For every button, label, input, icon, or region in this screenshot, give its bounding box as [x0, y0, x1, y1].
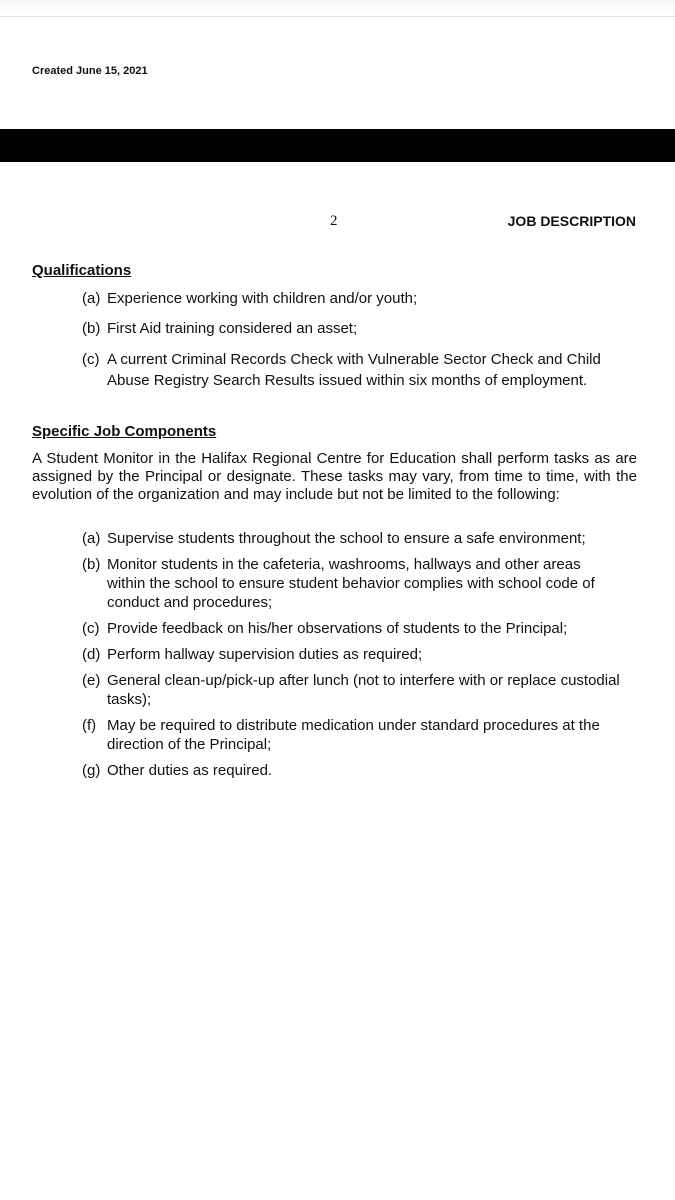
- list-item: [82, 671, 642, 709]
- list-item: [82, 529, 642, 548]
- list-marker: (d): [82, 646, 101, 663]
- list-marker: (c): [82, 351, 100, 368]
- qualifications-list: [82, 289, 642, 391]
- list-item-text: May be required to distribute medication under standard procedures at the direction of the Principal;: [107, 717, 600, 753]
- document-title: JOB DESCRIPTION: [507, 213, 636, 229]
- components-intro: A Student Monitor in the Halifax Regional Centre for Education shall perform tasks as are assigned by the Principal or designate. These tasks may vary, from time to time, with the evolution of the organization and may include but not be limited to the following:: [32, 450, 637, 503]
- list-item: [82, 319, 642, 338]
- list-item-text: Supervise students throughout the school to ensure a safe environment;: [107, 530, 586, 547]
- list-marker: (g): [82, 762, 101, 779]
- list-item-text: Experience working with children and/or youth;: [107, 290, 418, 307]
- list-item: [82, 761, 642, 780]
- list-item: [82, 645, 642, 664]
- list-marker: (a): [82, 530, 101, 547]
- list-marker: (b): [82, 320, 101, 337]
- redaction-bar: [0, 129, 675, 162]
- list-item-text: A current Criminal Records Check with Vulnerable Sector Check and Child Abuse Registry Search Results issued within six months of employment.: [107, 351, 601, 389]
- qualifications-heading: Qualifications: [32, 262, 132, 279]
- list-item-text: First Aid training considered an asset;: [107, 320, 358, 337]
- list-item: [82, 349, 622, 391]
- components-list: [82, 529, 642, 780]
- list-marker: (e): [82, 672, 101, 689]
- list-marker: (f): [82, 717, 97, 734]
- components-heading: Specific Job Components: [32, 423, 217, 440]
- list-marker: (c): [82, 620, 100, 637]
- list-marker: (a): [82, 290, 101, 307]
- list-item: [82, 619, 642, 638]
- list-item: [82, 555, 612, 612]
- list-item: [82, 716, 630, 754]
- list-item-text: Perform hallway supervision duties as required;: [107, 646, 423, 663]
- list-item: [82, 289, 642, 308]
- list-item-text: Monitor students in the cafeteria, washrooms, hallways and other areas within the school to ensure student behavior complies with school code of conduct and procedures;: [107, 556, 595, 611]
- list-item-text: Other duties as required.: [107, 762, 273, 779]
- page-number: 2: [330, 213, 338, 229]
- list-item-text: Provide feedback on his/her observations of students to the Principal;: [107, 620, 568, 637]
- created-date: Created June 15, 2021: [32, 65, 148, 77]
- top-border: [0, 0, 675, 17]
- list-marker: (b): [82, 556, 101, 573]
- list-item-text: General clean-up/pick-up after lunch (not to interfere with or replace custodial tasks);: [107, 672, 620, 708]
